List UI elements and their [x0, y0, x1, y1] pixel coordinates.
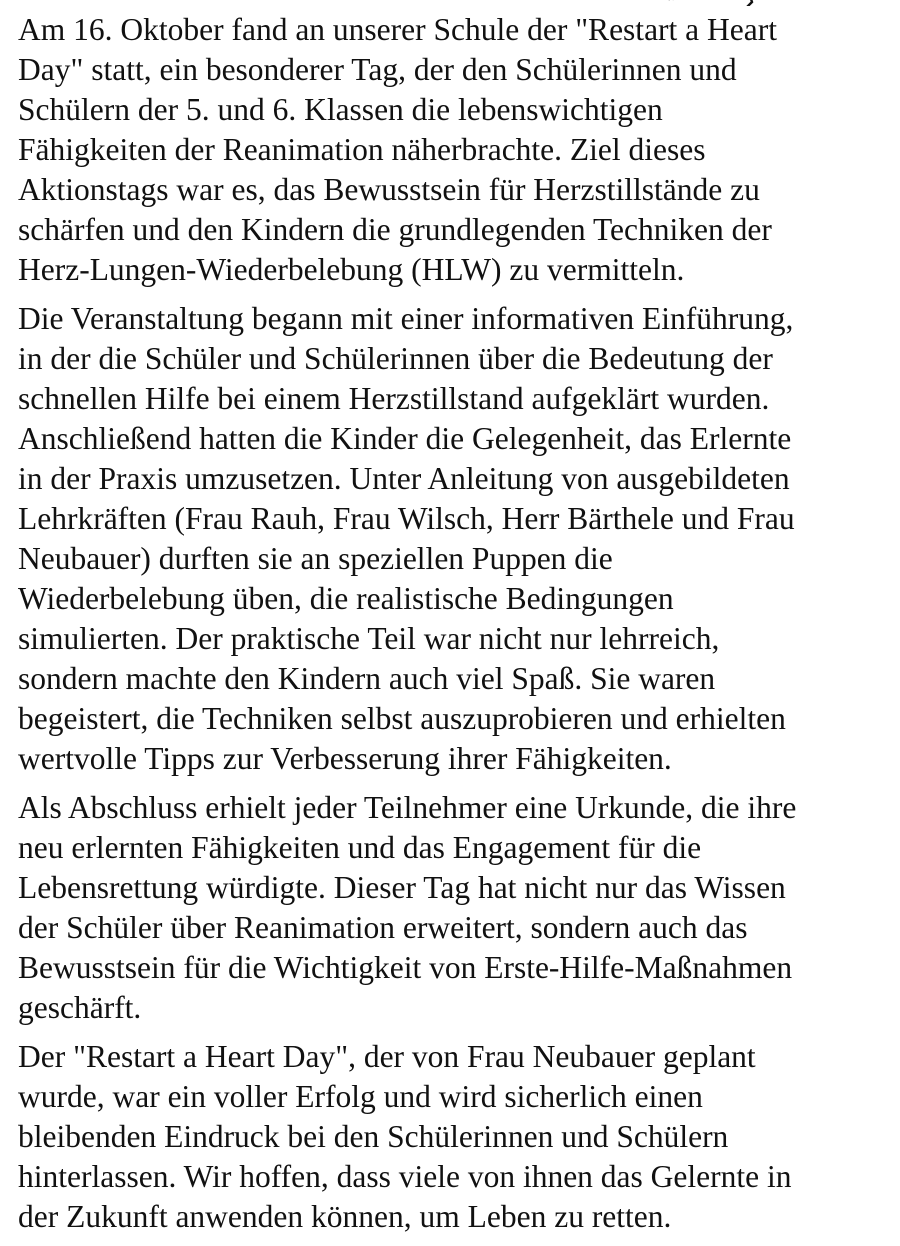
paragraph-intro: Am 16. Oktober fand an unserer Schule der "Restart a Heart Day" statt, ein besonderer Tag, der den Schülerinnen und Schülern der 5. und 6. Klassen die lebenswichtigen Fähigkeiten der Reanimation näherbrachte. Ziel dieses Aktionstags war es, das Bewusstsein für Herzstillstände zu schärfen und den Kindern die grundlegenden Techniken der Herz-Lungen-Wiederbelebung (HLW) zu vermitteln.: [18, 12, 777, 287]
paragraph-certificate: Als Abschluss erhielt jeder Teilnehmer eine Urkunde, die ihre neu erlernten Fähigkeiten und das Engagement für die Lebensrettung würdigte. Dieser Tag hat nicht nur das Wissen der Schüler über Reanimation erweitert, sondern auch das Bewusstsein für die Wichtigkeit von Erste-Hilfe-Maßnahmen geschärft.: [18, 790, 797, 1025]
cropped-text-fragment: [18, 0, 898, 6]
paragraph-conclusion: Der "Restart a Heart Day", der von Frau Neubauer geplant wurde, war ein voller Erfolg und wird sicherlich einen bleibenden Eindruck bei den Schülerinnen und Schülern hinterlassen. Wir hoffen, dass viele von ihnen das Gelernte in der Zukunft anwenden können, um Leben zu retten.: [18, 1039, 792, 1234]
article-body: [18, 10, 880, 1246]
cropped-descender-marks: [18, 0, 898, 6]
paragraph-event: Die Veranstaltung begann mit einer informativen Einführung, in der die Schüler und Schülerinnen über die Bedeutung der schnellen Hilfe bei einem Herzstillstand aufgeklärt wurden. Anschließend hatten die Kinder die Gelegenheit, das Erlernte in der Praxis umzusetzen. Unter Anleitung von ausgebildeten Lehrkräften (Frau Rauh, Frau Wilsch, Herr Bärthele und Frau Neubauer) durften sie an speziellen Puppen die Wiederbelebung üben, die realistische Bedingungen simulierten. Der praktische Teil war nicht nur lehrreich, sondern machte den Kindern auch viel Spaß. Sie waren begeistert, die Techniken selbst auszuprobieren und erhielten wertvolle Tipps zur Verbesserung ihrer Fähigkeiten.: [18, 301, 795, 776]
